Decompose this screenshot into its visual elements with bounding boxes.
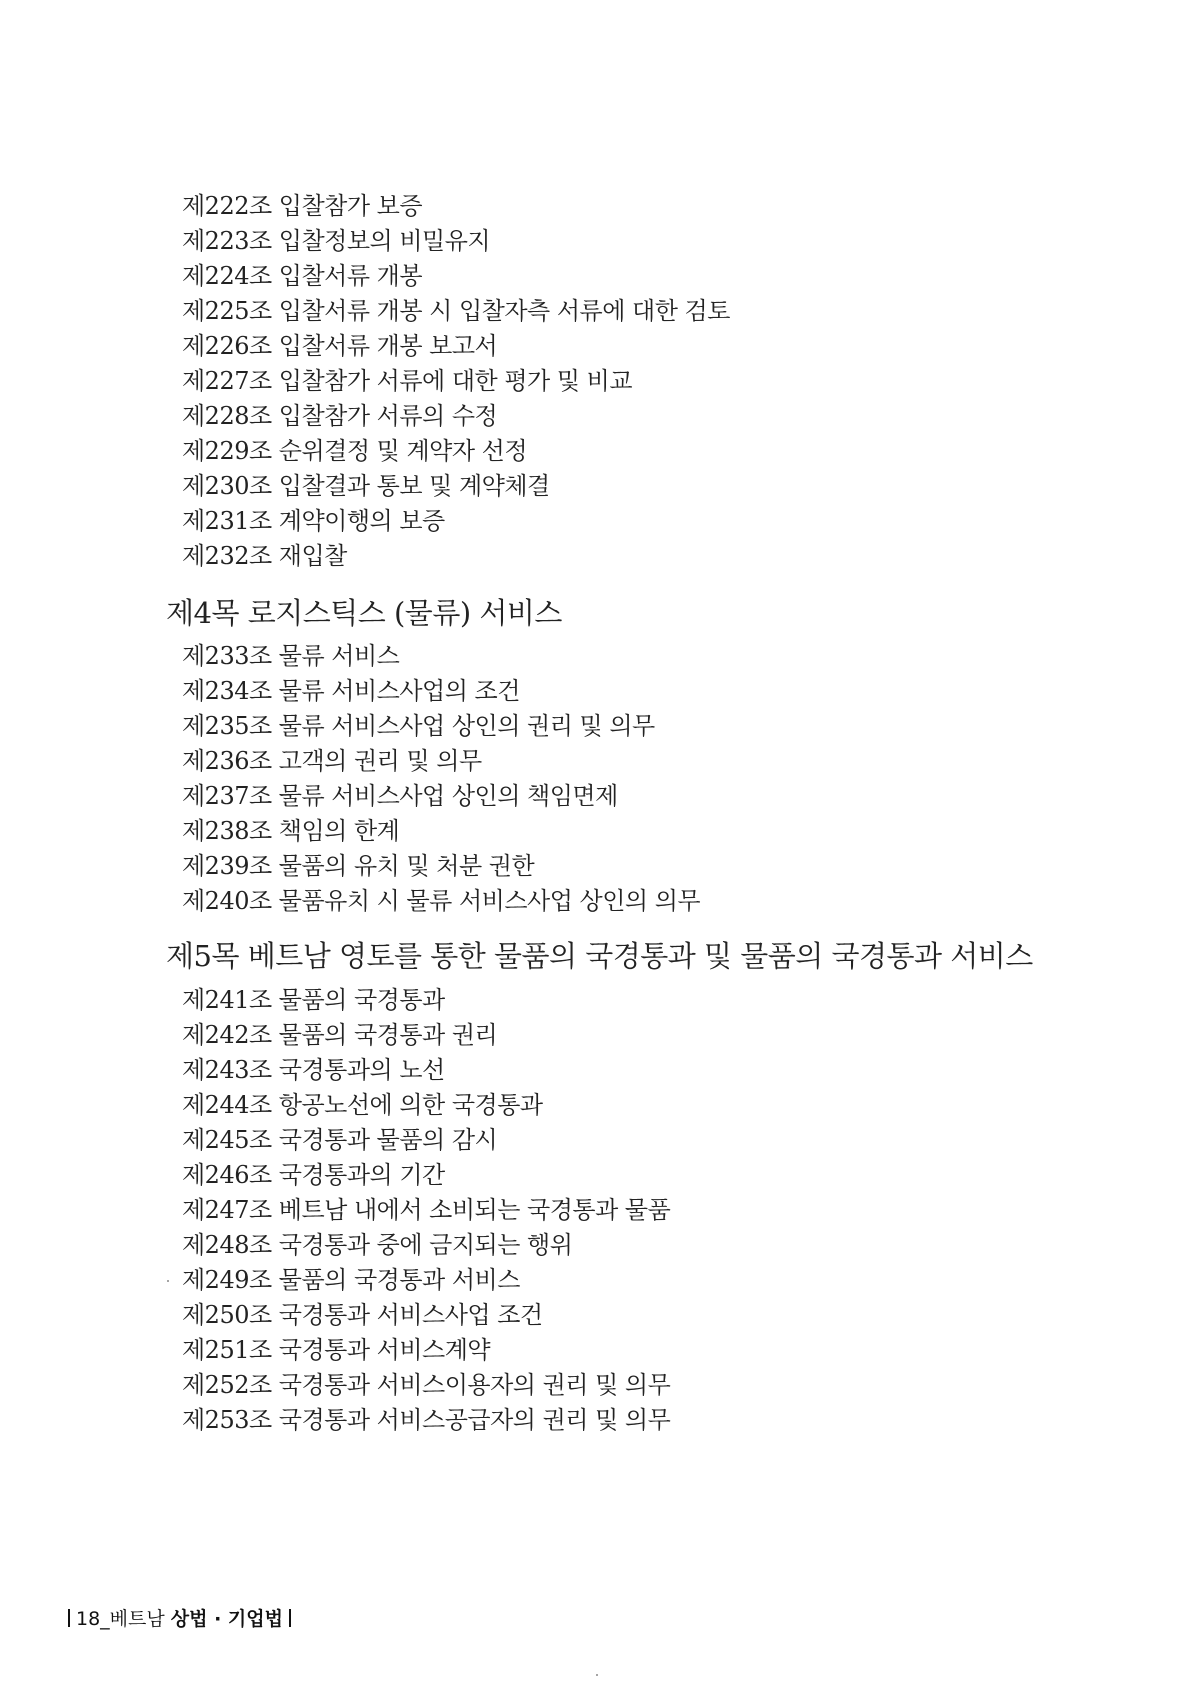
toc-article: 제249조 물품의 국경통과 서비스 <box>182 1266 520 1294</box>
section-heading-5: 제5목 베트남 영토를 통한 물품의 국경통과 및 물품의 국경통과 서비스 <box>166 939 1033 973</box>
footer-book-title: 상법 · 기업법 <box>170 1608 283 1630</box>
toc-article: 제232조 재입찰 <box>182 542 347 570</box>
toc-article: 제240조 물품유치 시 물류 서비스사업 상인의 의무 <box>182 887 701 915</box>
toc-article: 제237조 물류 서비스사업 상인의 책임면제 <box>182 782 618 810</box>
toc-article: 제253조 국경통과 서비스공급자의 권리 및 의무 <box>182 1406 671 1434</box>
toc-article: 제231조 계약이행의 보증 <box>182 507 445 535</box>
toc-article: 제239조 물품의 유치 및 처분 권한 <box>182 852 535 880</box>
section-heading-4: 제4목 로지스틱스 (물류) 서비스 <box>166 596 562 630</box>
toc-article: 제226조 입찰서류 개봉 보고서 <box>182 332 498 360</box>
toc-article: 제247조 베트남 내에서 소비되는 국경통과 물품 <box>182 1196 671 1224</box>
toc-article: 제224조 입찰서류 개봉 <box>182 262 423 290</box>
toc-article: 제225조 입찰서류 개봉 시 입찰자측 서류에 대한 검토 <box>182 297 730 325</box>
toc-article: 제238조 책임의 한계 <box>182 817 400 845</box>
toc-article: 제244조 항공노선에 의한 국경통과 <box>182 1091 543 1119</box>
toc-article: 제230조 입찰결과 통보 및 계약체결 <box>182 472 550 500</box>
toc-article: 제252조 국경통과 서비스이용자의 권리 및 의무 <box>182 1371 671 1399</box>
toc-article: 제235조 물류 서비스사업 상인의 권리 및 의무 <box>182 712 655 740</box>
toc-article: 제248조 국경통과 중에 금지되는 행위 <box>182 1231 573 1259</box>
toc-article: 제251조 국경통과 서비스계약 <box>182 1336 491 1364</box>
footer-page-number: 18_베트남 <box>76 1608 171 1630</box>
toc-article: 제234조 물류 서비스사업의 조건 <box>182 677 520 705</box>
toc-article: 제228조 입찰참가 서류의 수정 <box>182 402 498 430</box>
toc-article: 제243조 국경통과의 노선 <box>182 1056 445 1084</box>
scan-speck <box>167 1280 169 1282</box>
toc-article: 제227조 입찰참가 서류에 대한 평가 및 비교 <box>182 367 633 395</box>
toc-article: 제222조 입찰참가 보증 <box>182 192 423 220</box>
toc-article: 제241조 물품의 국경통과 <box>182 986 445 1014</box>
toc-article: 제242조 물품의 국경통과 권리 <box>182 1021 498 1049</box>
toc-article: 제233조 물류 서비스 <box>182 642 400 670</box>
toc-article: 제245조 국경통과 물품의 감시 <box>182 1126 498 1154</box>
toc-article: 제236조 고객의 권리 및 의무 <box>182 747 482 775</box>
scan-speck <box>596 1674 598 1676</box>
toc-article: 제223조 입찰정보의 비밀유지 <box>182 227 491 255</box>
page-footer <box>68 1607 291 1631</box>
footer-bar-left <box>68 1609 70 1627</box>
toc-article: 제246조 국경통과의 기간 <box>182 1161 445 1189</box>
toc-article: 제229조 순위결정 및 계약자 선정 <box>182 437 528 465</box>
footer-bar-right <box>289 1609 291 1627</box>
toc-article: 제250조 국경통과 서비스사업 조건 <box>182 1301 543 1329</box>
